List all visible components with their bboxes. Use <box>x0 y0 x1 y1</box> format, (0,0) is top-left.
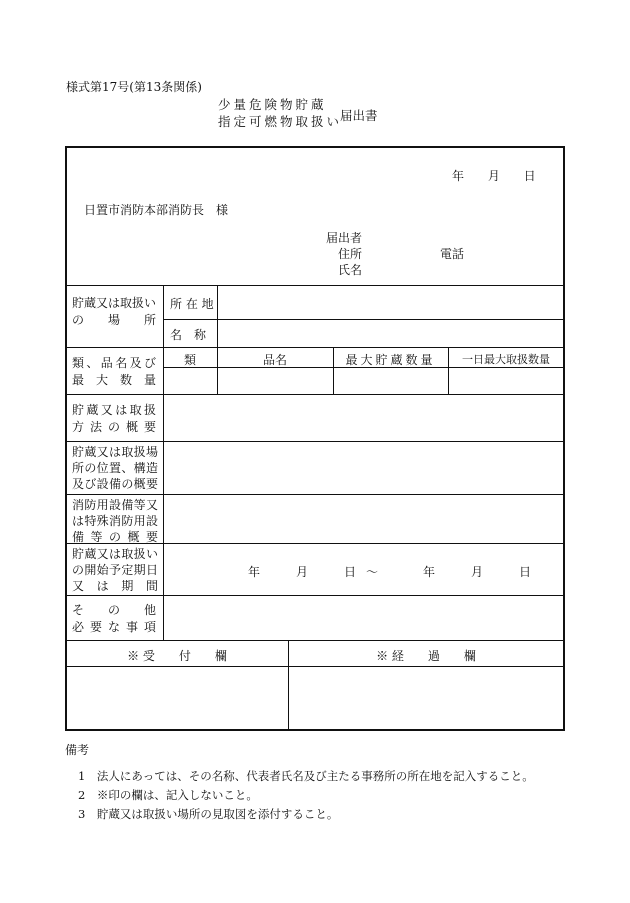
fire-equipment-label: 消防用設備等又 は特殊消防用設 備等の概要 <box>72 498 158 544</box>
period-separator: 〜 <box>366 565 379 579</box>
period-end-date: 年 月 日 <box>423 565 532 579</box>
types-column-item: 品名 <box>262 353 287 367</box>
reception-header: ※ 受 付 欄 <box>127 649 227 663</box>
divider <box>163 319 564 320</box>
divider <box>66 394 564 395</box>
divider <box>66 666 564 667</box>
divider <box>66 347 564 348</box>
location-address-label: 所 在 地 <box>170 297 214 311</box>
title-line-2: 指定可燃物取扱い <box>218 114 343 129</box>
form-frame <box>65 146 565 731</box>
divider <box>66 595 564 596</box>
divider <box>66 494 564 495</box>
types-column-max-daily: 一日最大取扱数量 <box>462 353 550 366</box>
divider <box>66 640 564 641</box>
types-column-class: 類 <box>183 353 196 367</box>
divider <box>217 285 218 347</box>
form-title <box>218 96 342 130</box>
note-item: 3 貯蔵又は取扱い場所の見取図を添付すること。 <box>78 807 339 821</box>
other-label: そ の 他 必要な事項 <box>72 603 156 634</box>
applicant-phone-label: 電話 <box>440 247 465 261</box>
form-code: 様式第17号(第13条関係) <box>66 80 202 94</box>
method-label: 貯蔵又は取扱 方法の概要 <box>72 403 156 434</box>
facility-label: 貯蔵又は取扱場 所の位置、構造 及び設備の概要 <box>72 445 158 491</box>
note-item: 1 法人にあっては、その名称、代表者氏名及び主たる事務所の所在地を記入すること。 <box>78 769 534 783</box>
location-name-label: 名 称 <box>170 328 207 342</box>
title-suffix: 届出書 <box>340 108 378 123</box>
divider <box>66 285 564 286</box>
period-start-date: 年 月 日 <box>248 565 357 579</box>
applicant-address-label: 住所 <box>338 247 363 261</box>
note-item: 2 ※印の欄は、記入しないこと。 <box>78 788 258 802</box>
divider <box>66 441 564 442</box>
progress-header: ※ 経 過 欄 <box>376 649 476 663</box>
divider <box>163 285 164 640</box>
period-label: 貯蔵又は取扱い の開始予定期日 又は期間 <box>72 547 158 593</box>
title-line-1: 少量危険物貯蔵 <box>218 97 327 112</box>
types-column-max-storage: 最大貯蔵数量 <box>345 353 436 367</box>
notes-heading: 備考 <box>65 743 90 757</box>
applicant-block <box>326 230 362 278</box>
location-label: 貯蔵又は取扱い の 場 所 <box>72 296 157 327</box>
applicant-name-label: 氏名 <box>338 263 363 277</box>
applicant-heading: 届出者 <box>326 231 363 245</box>
submission-date: 年 月 日 <box>452 169 536 183</box>
types-label: 類、品名及び 最 大 数 量 <box>72 356 157 387</box>
addressee: 日置市消防本部消防長 様 <box>84 203 229 217</box>
